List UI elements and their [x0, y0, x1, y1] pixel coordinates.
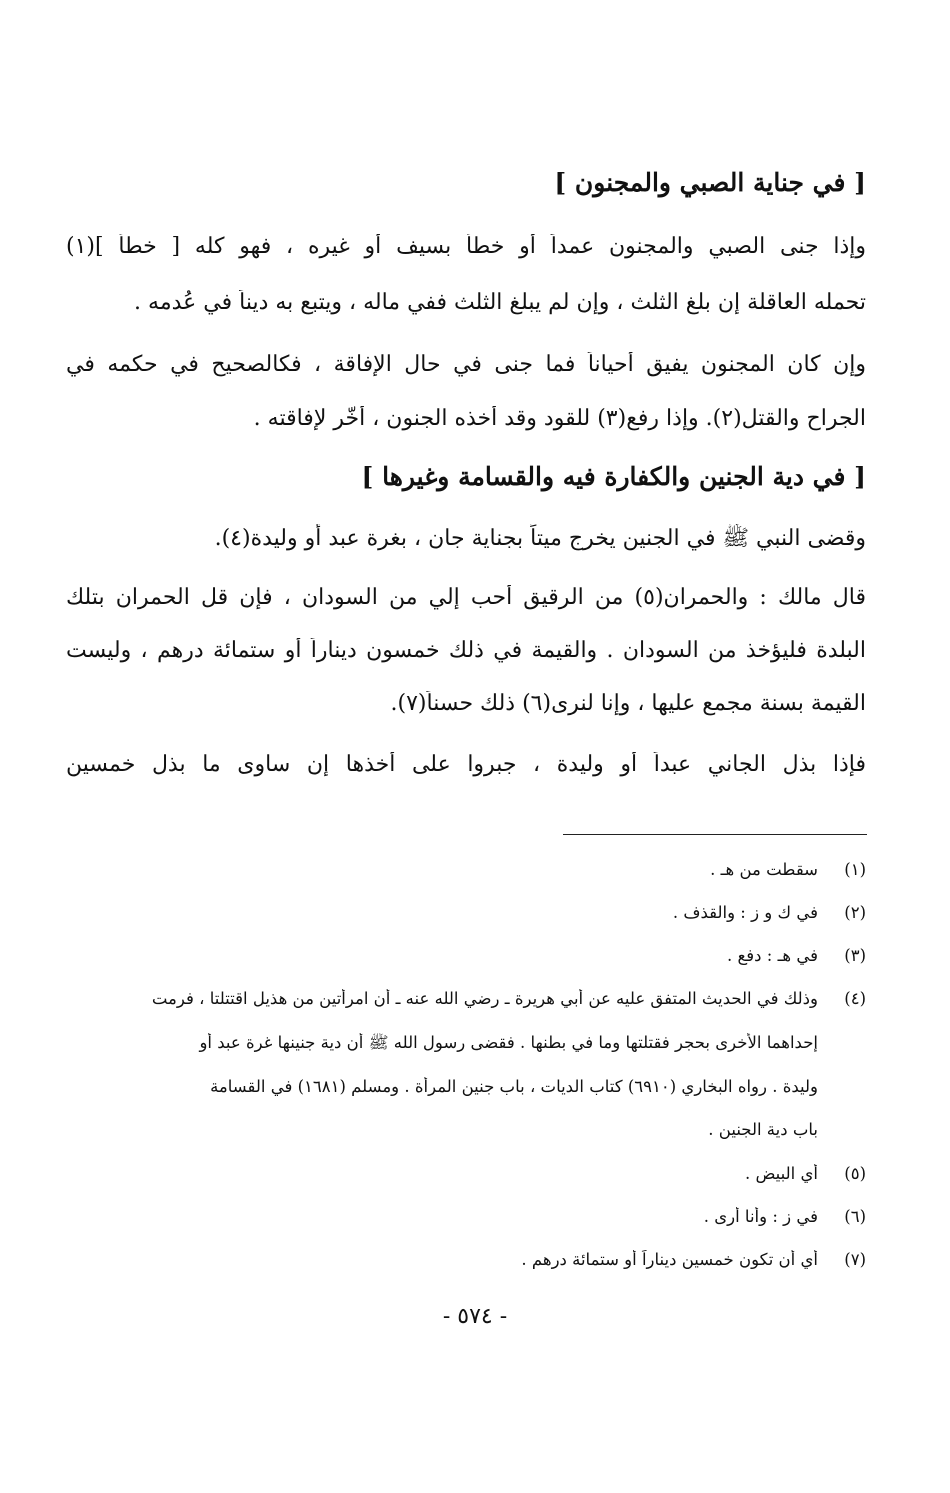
footnote-3 — [66, 946, 866, 965]
footnote-text: سقطت من هـ . — [710, 860, 818, 879]
footnote-number: (٥) — [844, 1164, 866, 1183]
footnote-text: أي أن تكون خمسين ديناراً أو ستمائة درهم . — [521, 1250, 818, 1269]
footnote-number: (٣) — [844, 946, 866, 965]
footnote-4-continuation: وليدة . رواه البخاري (٦٩١٠) كتاب الديات ، باب جنين المرأة . ومسلم (١٦٨١) في القسامة — [210, 1077, 818, 1096]
section-heading-fetus-blood-money: [ في دية الجنين والكفارة فيه والقسامة وغيرها ] — [361, 462, 866, 491]
footnote-number: (٢) — [844, 903, 866, 922]
footnote-6 — [66, 1207, 866, 1226]
footnote-1 — [66, 860, 866, 879]
paragraph-line: وإن كان المجنون يفيق أحياناً فما جنى في حال الإفاقة ، فكالصحيح في حكمه في — [66, 352, 866, 377]
footnote-4-continuation: باب دية الجنين . — [708, 1120, 818, 1139]
footnote-text: في هـ : دفع . — [727, 946, 818, 965]
section-heading-minor-insane-crime: [ في جناية الصبي والمجنون ] — [554, 168, 866, 197]
paragraph-line: القيمة بسنة مجمع عليها ، وإنا لنرى(٦) ذلك حسناً(٧). — [390, 691, 866, 716]
footnote-text: في ز : وأنا أرى . — [703, 1207, 818, 1226]
footnote-7 — [66, 1250, 866, 1269]
footnote-text: في ك و ز : والقذف . — [672, 903, 818, 922]
footnote-number: (٦) — [844, 1207, 866, 1226]
footnote-4-continuation: إحداهما الأخرى بحجر فقتلتها وما في بطنها . فقضى رسول الله ﷺ أن دية جنينها غرة عبد أو — [199, 1033, 818, 1052]
paragraph-line: تحمله العاقلة إن بلغ الثلث ، وإن لم يبلغ الثلث ففي ماله ، ويتبع به ديناً في عُدمه . — [134, 290, 866, 315]
footnote-number: (٧) — [844, 1250, 866, 1269]
footnote-text: وذلك في الحديث المتفق عليه عن أبي هريرة ـ رضي الله عنه ـ أن امرأتين من هذيل اقتتلتا ، فرمت — [151, 989, 818, 1008]
footnote-4 — [66, 989, 866, 1008]
footnote-text: أي البيض . — [744, 1164, 818, 1183]
footnote-number: (٤) — [844, 989, 866, 1008]
footnote-separator — [563, 834, 867, 835]
paragraph-line: البلدة فليؤخذ من السودان . والقيمة في ذلك خمسون ديناراً أو ستمائة درهم ، وليست — [66, 638, 866, 663]
footnote-2 — [66, 903, 866, 922]
paragraph-line: قال مالك : والحمران(٥) من الرقيق أحب إلي من السودان ، فإن قل الحمران بتلك — [66, 585, 866, 610]
paragraph-line: فإذا بذل الجاني عبداً أو وليدة ، جبروا على أخذها إن ساوى ما بذل خمسين — [66, 752, 866, 777]
paragraph-line: الجراح والقتل(٢). وإذا رفع(٣) للقود وقد أخذه الجنون ، أُخّر لإفاقته . — [253, 406, 866, 431]
footnote-5 — [66, 1164, 866, 1183]
page-number: - ٥٧٤ - — [442, 1304, 508, 1329]
footnote-number: (١) — [844, 860, 866, 879]
paragraph-line: وقضى النبي ﷺ في الجنين يخرج ميتاً بجناية جان ، بغرة عبد أو وليدة(٤). — [214, 526, 866, 551]
paragraph-line: وإذا جنى الصبي والمجنون عمداً أو خطأً بسيف أو غيره ، فهو كله [ خطأ ](١) — [66, 234, 866, 259]
